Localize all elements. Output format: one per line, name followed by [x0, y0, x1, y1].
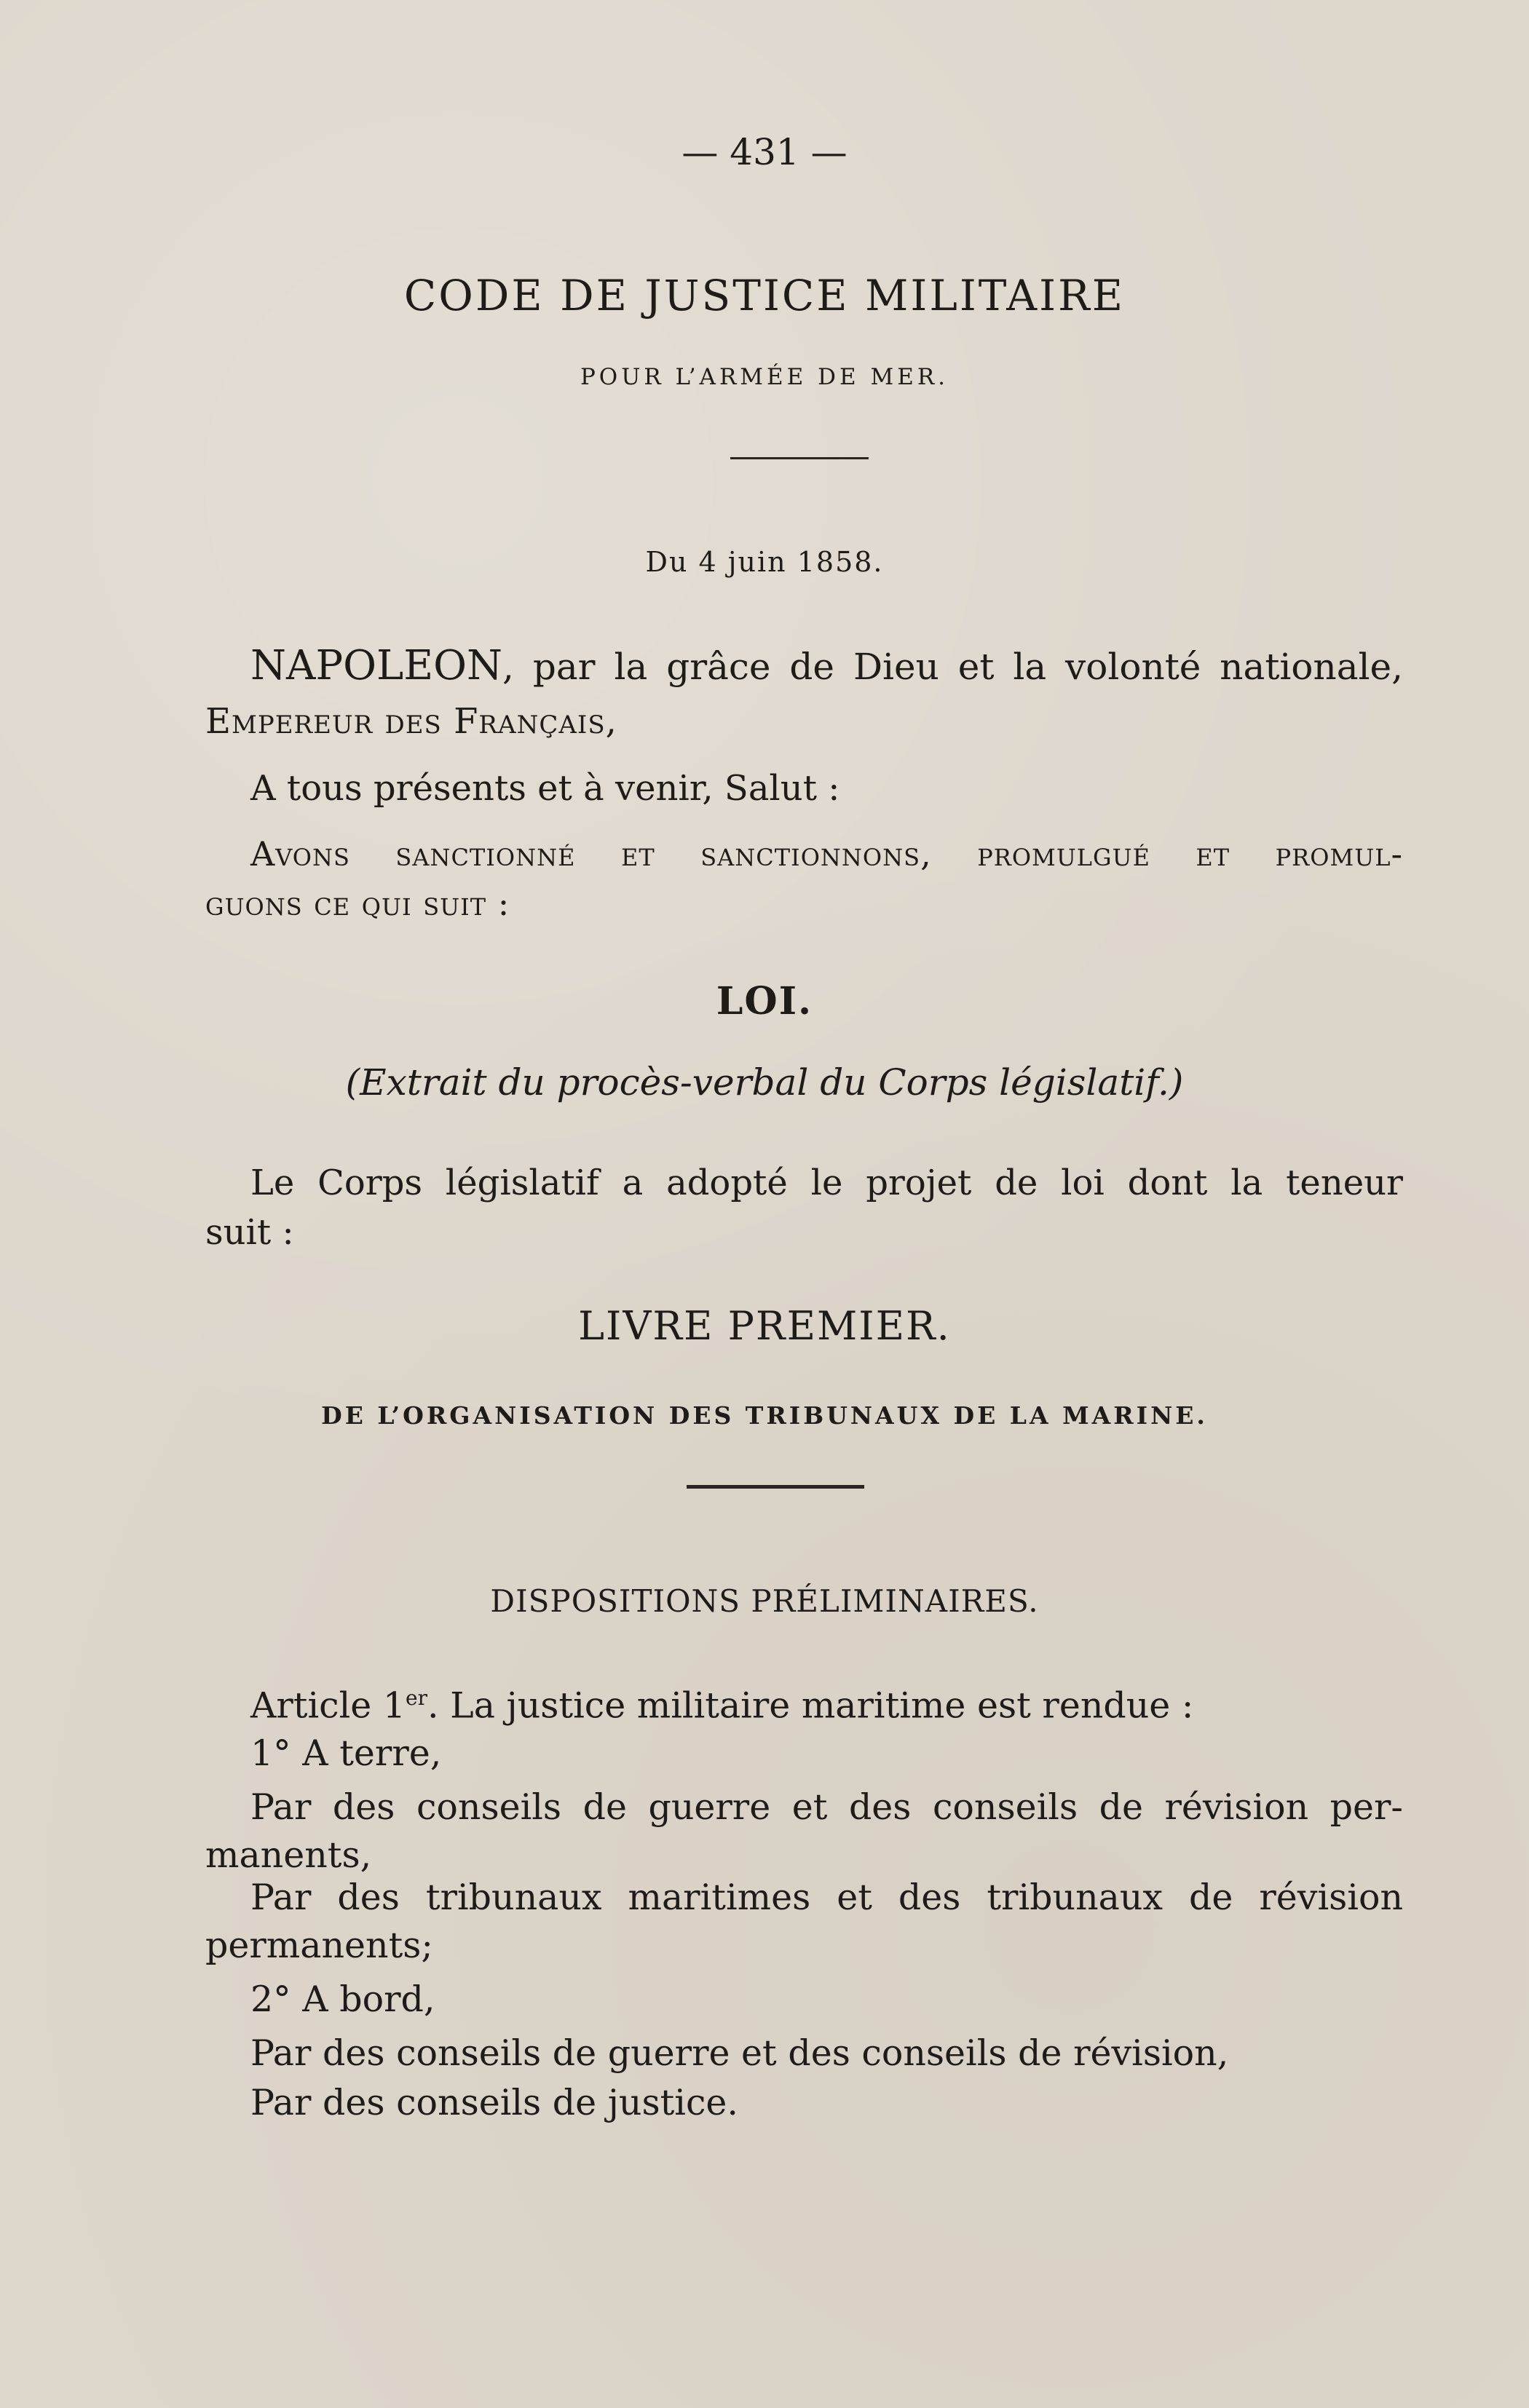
para-2-line-2: permanents;	[205, 1925, 433, 1966]
livre-heading: LIVRE PREMIER.	[578, 1303, 951, 1349]
loi-heading: LOI.	[716, 979, 813, 1023]
page-subtitle: POUR L’ARMÉE DE MER.	[580, 364, 949, 390]
page-number: — 431 —	[681, 131, 848, 173]
article-1	[250, 1674, 1193, 1730]
salutation: A tous présents et à venir, Salut :	[250, 768, 840, 809]
decree-date: Du 4 juin 1858.	[645, 546, 884, 578]
article-text: . La justice militaire maritime est rendue :	[427, 1684, 1194, 1727]
dispositions-heading: DISPOSITIONS PRÉLIMINAIRES.	[490, 1583, 1039, 1619]
promulgation-line-2: guons ce qui suit :	[205, 884, 510, 923]
item-a-terre: 1° A terre,	[250, 1732, 442, 1774]
page-title: CODE DE JUSTICE MILITAIRE	[403, 271, 1126, 320]
para-1-line-1: Par des conseils de guerre et des conseils de révision per-	[250, 1786, 1403, 1828]
promulgation-line-1: Avons sanctionné et sanctionnons, promulgué et promul-	[250, 834, 1403, 874]
para-1-line-2: manents,	[205, 1834, 372, 1876]
loi-extract: (Extrait du procès-verbal du Corps législatif.)	[345, 1061, 1184, 1104]
livre-divider	[687, 1485, 864, 1489]
livre-subheading: DE L’ORGANISATION DES TRIBUNAUX DE LA MARINE.	[321, 1401, 1208, 1430]
preamble-line-1-rest: , par la grâce de Dieu et la volonté nationale,	[502, 646, 1403, 688]
emperor-title: Empereur des Français,	[205, 701, 617, 742]
emperor-name: NAPOLEON	[250, 642, 503, 689]
item-a-bord: 2° A bord,	[250, 1979, 435, 2020]
para-2-line-1: Par des tribunaux maritimes et des tribunaux de révision	[250, 1877, 1403, 1918]
para-3: Par des conseils de guerre et des conseils de révision,	[250, 2032, 1229, 2074]
adoption-line-1: Le Corps législatif a adopté le projet de loi dont la teneur	[250, 1163, 1403, 1203]
para-4: Par des conseils de justice.	[250, 2082, 738, 2123]
article-label: Article 1	[250, 1684, 406, 1727]
adoption-line-2: suit :	[205, 1212, 294, 1253]
preamble-line-1	[250, 642, 1403, 691]
article-superscript: er	[406, 1686, 428, 1710]
